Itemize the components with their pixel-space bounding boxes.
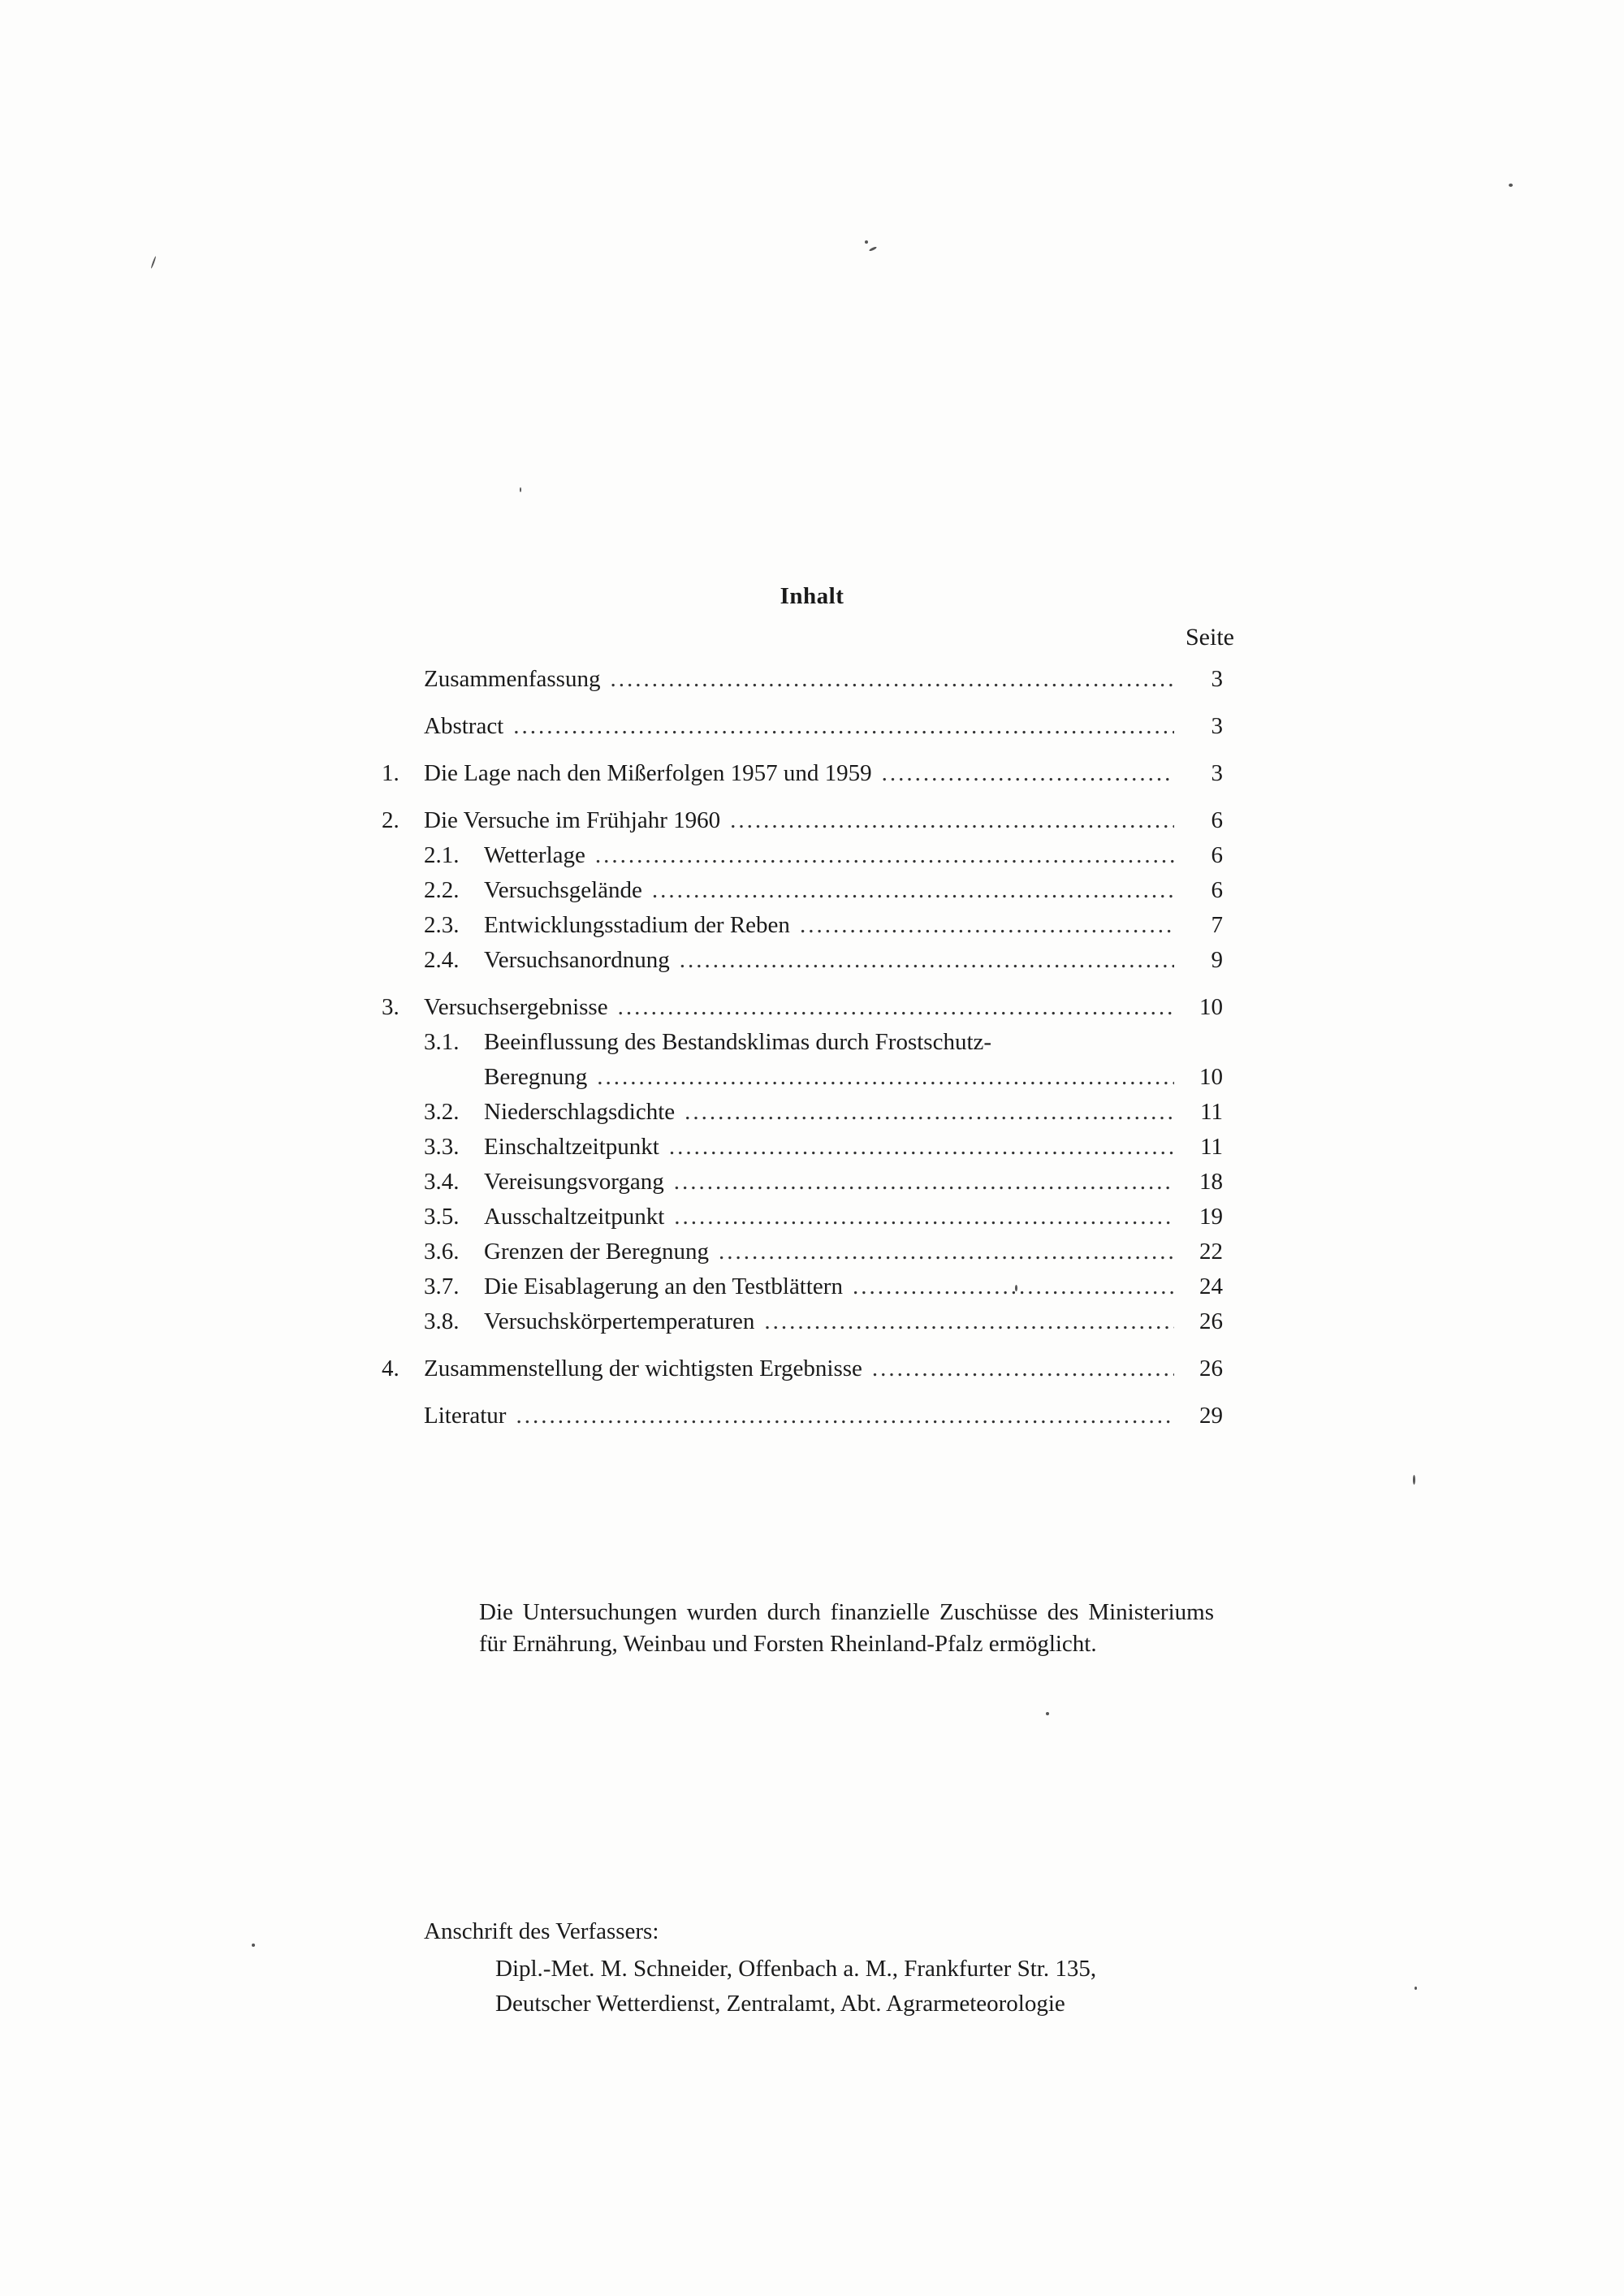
toc-entry-page: 9 xyxy=(1211,947,1223,973)
toc-entry-page: 11 xyxy=(1200,1134,1223,1160)
toc-entry xyxy=(382,1200,1223,1234)
scan-speck xyxy=(865,240,868,244)
funding-note: Die Untersuchungen wurden durch finanzielle Zuschüsse des Ministeriums für Ernährung, Weinbau und Forsten Rheinland-Pfalz ermöglicht. xyxy=(479,1599,1214,1657)
toc-entry-title: Zusammenstellung der wichtigsten Ergebnisse xyxy=(424,1356,862,1381)
toc-leader-dots xyxy=(730,803,1174,838)
toc-leader-dots xyxy=(516,1399,1174,1433)
toc-leader-dots xyxy=(882,756,1174,791)
toc-leader-dots xyxy=(618,990,1174,1025)
toc-entry xyxy=(382,990,1223,1025)
toc-entry xyxy=(382,1304,1223,1339)
scan-speck xyxy=(252,1944,255,1947)
toc-leader-dots xyxy=(853,1269,1174,1304)
toc-leader-dots xyxy=(597,1060,1174,1095)
toc-title: Inhalt xyxy=(780,583,844,609)
toc-entry-page: 3 xyxy=(1211,666,1223,692)
toc-entry-title: Versuchsgelände xyxy=(484,877,642,903)
toc-entry-title: Zusammenfassung xyxy=(424,666,601,692)
toc-entry xyxy=(382,803,1223,838)
toc-entry-title: Grenzen der Beregnung xyxy=(484,1239,709,1265)
toc-entry-subnumber: 3.5. xyxy=(424,1204,460,1230)
toc-entry-title: Versuchskörpertemperaturen xyxy=(484,1308,755,1334)
toc-entry-subnumber: 2.2. xyxy=(424,877,460,903)
toc-entry xyxy=(382,1130,1223,1165)
toc-entry xyxy=(382,1165,1223,1200)
address-line-2: Deutscher Wetterdienst, Zentralamt, Abt. Agrarmeteorologie xyxy=(495,1991,1065,2017)
toc-entry-page: 7 xyxy=(1211,912,1223,938)
toc-entry-number: 4. xyxy=(382,1356,400,1381)
toc-entry-number: 1. xyxy=(382,760,400,786)
toc-leader-dots xyxy=(764,1304,1174,1339)
toc-entry-page: 22 xyxy=(1199,1239,1223,1265)
toc-entry-subnumber: 2.1. xyxy=(424,842,460,868)
toc-entry-page: 10 xyxy=(1199,994,1223,1020)
toc-entry xyxy=(382,1060,1223,1095)
toc-entry xyxy=(382,838,1223,873)
toc-entry-title: Die Eisablagerung an den Testblättern xyxy=(484,1273,843,1299)
toc-entry-page: 24 xyxy=(1199,1273,1223,1299)
toc-entry-title: Vereisungsvorgang xyxy=(484,1169,664,1195)
toc-entry-title: Versuchsergebnisse xyxy=(424,994,608,1020)
toc-entry xyxy=(382,1351,1223,1386)
toc-entry-title: Versuchsanordnung xyxy=(484,947,670,973)
toc-entry-subnumber: 2.3. xyxy=(424,912,460,938)
toc-entry-title: Die Lage nach den Mißerfolgen 1957 und 1959 xyxy=(424,760,872,786)
toc-entry-page: 29 xyxy=(1199,1403,1223,1429)
scan-speck xyxy=(869,246,877,252)
scan-speck xyxy=(1413,1475,1415,1485)
toc-entry-page: 11 xyxy=(1200,1099,1223,1125)
toc-entry xyxy=(382,1095,1223,1130)
toc-entry-subnumber: 3.3. xyxy=(424,1134,460,1160)
scan-speck xyxy=(1046,1712,1049,1715)
scan-speck xyxy=(520,487,521,492)
toc-entry-page: 26 xyxy=(1199,1308,1223,1334)
toc-entry-title: Literatur xyxy=(424,1403,507,1429)
address-line-1: Dipl.-Met. M. Schneider, Offenbach a. M., Frankfurter Str. 135, xyxy=(495,1956,1097,1982)
toc-entry xyxy=(382,662,1223,697)
page-column-label: Seite xyxy=(1186,624,1234,651)
toc-leader-dots xyxy=(513,709,1174,744)
toc-entry xyxy=(382,873,1223,908)
scan-speck xyxy=(1509,184,1513,187)
toc-entry xyxy=(382,908,1223,943)
toc-entry-title: Entwicklungsstadium der Reben xyxy=(484,912,790,938)
toc-entry-number: 2. xyxy=(382,807,400,833)
toc-entry-subnumber: 2.4. xyxy=(424,947,460,973)
toc-entry-title: Die Versuche im Frühjahr 1960 xyxy=(424,807,721,833)
toc-entry-page: 6 xyxy=(1211,807,1223,833)
toc-entry-page: 3 xyxy=(1211,760,1223,786)
toc-entry-page: 18 xyxy=(1199,1169,1223,1195)
toc-entry-page: 3 xyxy=(1211,713,1223,739)
toc-entry-title: Ausschaltzeitpunkt xyxy=(484,1204,665,1230)
toc-entry-page: 6 xyxy=(1211,877,1223,903)
address-label: Anschrift des Verfassers: xyxy=(424,1918,659,1944)
toc-leader-dots xyxy=(595,838,1174,873)
toc-leader-dots xyxy=(652,873,1174,908)
toc-entry-number: 3. xyxy=(382,994,400,1020)
toc-entry-title: Beeinflussung des Bestandsklimas durch Frostschutz- xyxy=(484,1029,992,1055)
toc-leader-dots xyxy=(680,943,1174,978)
toc-leader-dots xyxy=(669,1130,1174,1165)
toc-entry-title: Niederschlagsdichte xyxy=(484,1099,676,1125)
scan-speck xyxy=(1015,1285,1017,1291)
toc-entry-page: 6 xyxy=(1211,842,1223,868)
toc-entry-subnumber: 3.4. xyxy=(424,1169,460,1195)
toc-leader-dots xyxy=(685,1095,1174,1130)
toc-entry xyxy=(382,709,1223,744)
toc-leader-dots xyxy=(719,1234,1174,1269)
toc-leader-dots xyxy=(674,1165,1174,1200)
scan-speck xyxy=(1415,1987,1417,1990)
toc-entry xyxy=(382,1399,1223,1433)
toc-leader-dots xyxy=(610,662,1174,697)
scan-speck xyxy=(150,256,156,269)
toc-entry-title: Einschaltzeitpunkt xyxy=(484,1134,659,1160)
toc-entry-page: 19 xyxy=(1199,1204,1223,1230)
toc-entry-page: 26 xyxy=(1199,1356,1223,1381)
toc-entry xyxy=(382,1025,1223,1060)
toc-entry-subnumber: 3.8. xyxy=(424,1308,460,1334)
toc-entry-subnumber: 3.7. xyxy=(424,1273,460,1299)
toc-entry-subnumber: 3.2. xyxy=(424,1099,460,1125)
toc-entry xyxy=(382,1269,1223,1304)
toc-entry xyxy=(382,1234,1223,1269)
toc-leader-dots xyxy=(872,1351,1174,1386)
toc-leader-dots xyxy=(800,908,1174,943)
toc-entry-title: Beregnung xyxy=(484,1064,588,1090)
toc-entry-page: 10 xyxy=(1199,1064,1223,1090)
toc-entry-subnumber: 3.1. xyxy=(424,1029,460,1055)
toc-entry-title: Wetterlage xyxy=(484,842,585,868)
toc-entry xyxy=(382,943,1223,978)
toc-leader-dots xyxy=(674,1200,1174,1234)
table-of-contents xyxy=(382,662,1223,1433)
toc-entry xyxy=(382,756,1223,791)
toc-entry-subnumber: 3.6. xyxy=(424,1239,460,1265)
toc-entry-title: Abstract xyxy=(424,713,504,739)
